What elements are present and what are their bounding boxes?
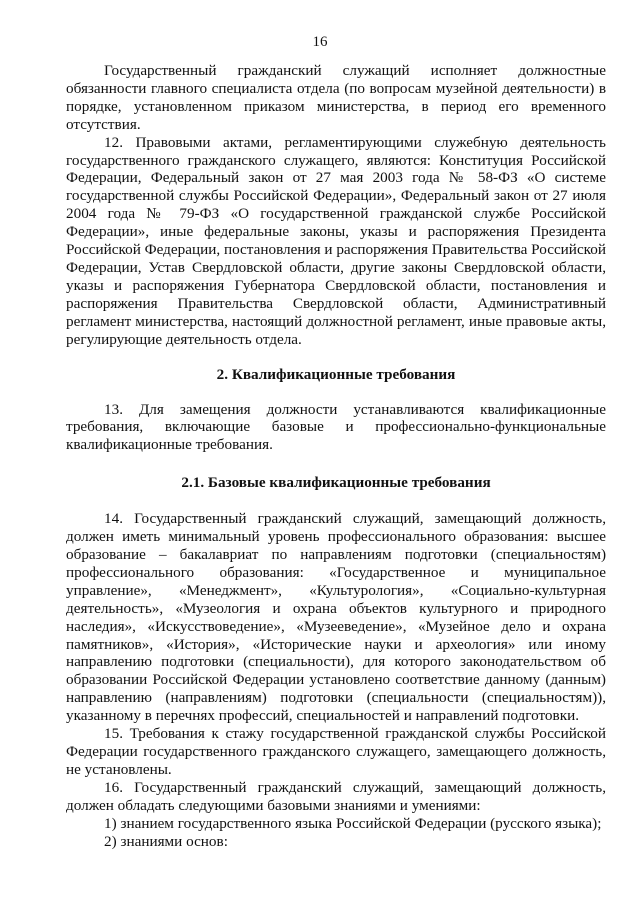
paragraph-12: 12. Правовыми актами, регламентирующими служебную деятельность государственного гражданского служащего, являются: Конституция Российской Федерации, Федеральный закон от 27 мая 2003 года № 58-ФЗ «О системе государственной службы Российской Федерации», Федеральный закон от 27 июля 2004 года № 79-ФЗ «О государственной гражданской службе Российской Федерации», иные федеральные законы, указы и распоряжения Президента Российской Федерации, постановления и распоряжения Правительства Российской Федерации, Устав Свердловской области, другие законы Свердловской области, указы и распоряжения Губернатора Свердловской области, постановления и распоряжения Правительства Свердловской области, Административный регламент министерства, настоящий должностной регламент, иные правовые акты, регулирующие деятельность отдела.	[66, 133, 607, 348]
section-heading-2-1: 2.1. Базовые квалификационные требования	[181, 474, 491, 492]
paragraph-intro: Государственный гражданский служащий исполняет должностные обязанности главного специалиста отдела (по вопросам музейной деятельности) в порядке, установленном приказом министерства, в период его временного отсутствия.	[66, 62, 606, 133]
paragraph-13: 13. Для замещения должности устанавливаются квалификационные требования, включающие базовые и профессионально-функциональные квалификационные требования.	[66, 400, 606, 454]
list-item: 2) знаниями основ:	[104, 832, 228, 850]
paragraph-14: 14. Государственный гражданский служащий, замещающий должность, должен иметь минимальный уровень профессионального образования: высшее образование – бакалавриат по направлениям подготовки (специальностям) профессионального образования: «Государственное и муниципальное управление», «Менеджмент», «Культурология», «Социально-культурная деятельность», «Музеология и охрана объектов культурного и природного наследия», «Искусствоведение», «Музееведение», «Музейное дело и охрана памятников», «История», «Исторические науки и археология» или иному направлению подготовки (специальности), для которого законодательством об образовании Российской Федерации установлено соответствие данному (данным) направлению (направлениям) подготовки (специальности (специальностям)), указанному в перечнях профессий, специальностей и направлений подготовки.	[66, 510, 606, 725]
list-item: 1) знанием государственного языка Российской Федерации (русского языка);	[104, 814, 602, 832]
paragraph-15: 15. Требования к стажу государственной гражданской службы Российской Федерации государственного гражданского служащего, замещающего должность, не установлены.	[66, 725, 606, 778]
section-heading-2: 2. Квалификационные требования	[216, 365, 456, 383]
page-number: 16	[312, 34, 328, 50]
paragraph-16: 16. Государственный гражданский служащий, замещающий должность, должен обладать следующими базовыми знаниями и умениями:	[66, 778, 606, 814]
document-body	[66, 62, 606, 850]
